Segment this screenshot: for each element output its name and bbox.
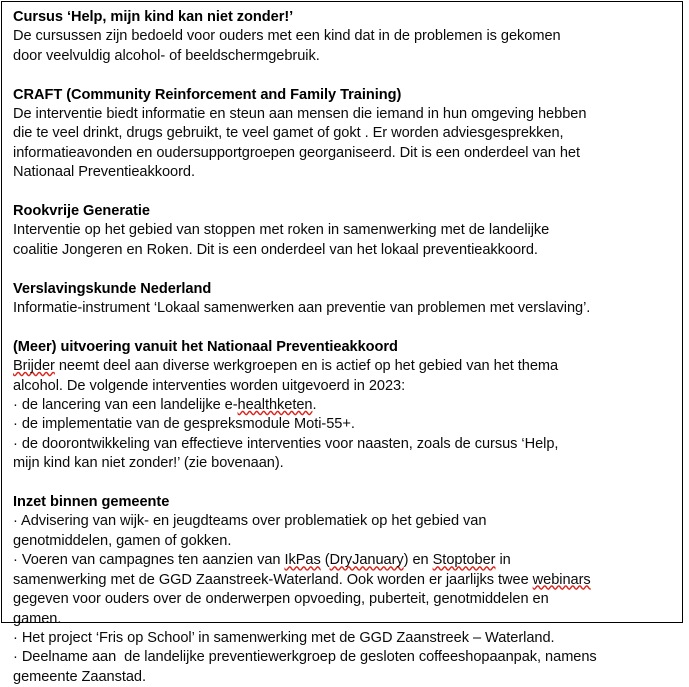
body-line: coalitie Jongeren en Roken. Dit is een onderdeel van het lokaal preventieakkoord. bbox=[13, 241, 538, 258]
body-line bbox=[13, 377, 673, 396]
body-line bbox=[13, 396, 673, 415]
section-heading: Verslavingskunde Nederland bbox=[13, 280, 212, 297]
text-run: · Deelname aan de landelijke preventiewerkgroep de gesloten coffeeshopaanpak, namens bbox=[13, 649, 597, 666]
text-run: ( bbox=[320, 552, 330, 569]
body-line bbox=[13, 648, 673, 667]
text-run: · de doorontwikkeling van effectieve interventies voor naasten, zoals de cursus ‘Help, bbox=[13, 435, 559, 452]
body-line: De cursussen zijn bedoeld voor ouders met een kind dat in de problemen is gekomen bbox=[13, 28, 561, 45]
text-run: in bbox=[495, 552, 511, 569]
document-text-box bbox=[1, 1, 683, 685]
section-heading: CRAFT (Community Reinforcement and Family Training) bbox=[13, 86, 402, 103]
text-run: gamen. bbox=[13, 610, 62, 627]
text-run: · Voeren van campagnes ten aanzien van bbox=[13, 552, 285, 569]
body-line bbox=[13, 668, 673, 687]
section-rookvrije-generatie bbox=[13, 202, 673, 260]
section-verslavingskunde-nederland bbox=[13, 280, 673, 319]
body-line bbox=[13, 435, 673, 454]
text-run: genotmiddelen, gamen of gokken. bbox=[13, 532, 232, 549]
body-line: informatieavonden en oudersupportgroepen georganiseerd. Dit is een onderdeel van het bbox=[13, 144, 580, 161]
text-run: neemt deel aan diverse werkgroepen en is actief op het gebied van het thema bbox=[54, 358, 559, 375]
body-line: Informatie-instrument ‘Lokaal samenwerken aan preventie van problemen met verslaving’. bbox=[13, 300, 591, 317]
section-inzet-binnen-gemeente bbox=[13, 493, 673, 687]
paragraph-spacer bbox=[13, 474, 673, 493]
paragraph-spacer bbox=[13, 260, 673, 279]
body-line bbox=[13, 551, 673, 570]
body-line: Interventie op het gebied van stoppen met roken in samenwerking met de landelijke bbox=[13, 222, 550, 239]
text-run: ) en bbox=[403, 552, 433, 569]
spellcheck-flagged-word: Brijder bbox=[13, 358, 55, 375]
text-run: gemeente Zaanstad. bbox=[13, 668, 146, 685]
spellcheck-flagged-word: IkPas bbox=[284, 552, 321, 569]
body-line: Nationaal Preventieakkoord. bbox=[13, 164, 195, 181]
body-line bbox=[13, 590, 673, 609]
body-line bbox=[13, 610, 673, 629]
text-run: · Het project ‘Fris op School’ in samenwerking met de GGD Zaanstreek – Waterland. bbox=[13, 629, 555, 646]
spellcheck-flagged-word: webinars bbox=[532, 571, 591, 588]
text-run: samenwerking met de GGD Zaanstreek-Waterland. Ook worden er jaarlijks twee bbox=[13, 571, 533, 588]
body-line bbox=[13, 571, 673, 590]
section-meer-uitvoering bbox=[13, 338, 673, 474]
paragraph-spacer bbox=[13, 183, 673, 202]
section-craft bbox=[13, 86, 673, 183]
text-run: . bbox=[312, 397, 317, 414]
body-line bbox=[13, 532, 673, 551]
body-line bbox=[13, 357, 673, 376]
paragraph-spacer bbox=[13, 66, 673, 85]
body-line: door veelvuldig alcohol- of beeldschermgebruik. bbox=[13, 47, 320, 64]
text-run: · Advisering van wijk- en jeugdteams over problematiek op het gebied van bbox=[13, 513, 487, 530]
section-heading: Inzet binnen gemeente bbox=[13, 494, 170, 511]
text-run: alcohol. De volgende interventies worden uitgevoerd in 2023: bbox=[13, 377, 406, 394]
spellcheck-flagged-word: Stoptober bbox=[432, 552, 496, 569]
document-body bbox=[13, 8, 673, 687]
paragraph-spacer bbox=[13, 318, 673, 337]
text-run: mijn kind kan niet zonder!’ (zie bovenaan). bbox=[13, 455, 284, 472]
body-line bbox=[13, 454, 673, 473]
body-line: De interventie biedt informatie en steun aan mensen die iemand in hun omgeving hebben bbox=[13, 106, 587, 123]
text-run: · de implementatie van de gespreksmodule Moti-55+. bbox=[13, 416, 355, 433]
section-heading: (Meer) uitvoering vanuit het Nationaal Preventieakkoord bbox=[13, 338, 398, 355]
spellcheck-flagged-word: healthketen bbox=[237, 397, 313, 414]
section-heading: Rookvrije Generatie bbox=[13, 203, 150, 220]
body-line bbox=[13, 415, 673, 434]
section-heading: Cursus ‘Help, mijn kind kan niet zonder!’ bbox=[13, 9, 294, 25]
spellcheck-flagged-word: DryJanuary bbox=[329, 552, 404, 569]
body-line bbox=[13, 512, 673, 531]
text-run: gegeven voor ouders over de onderwerpen opvoeding, puberteit, genotmiddelen en bbox=[13, 591, 549, 608]
body-line: die te veel drinkt, drugs gebruikt, te veel gamet of gokt . Er worden adviesgesprekken, bbox=[13, 125, 564, 142]
section-cursus-help bbox=[13, 8, 673, 66]
text-run: · de lancering van een landelijke e- bbox=[13, 397, 238, 414]
